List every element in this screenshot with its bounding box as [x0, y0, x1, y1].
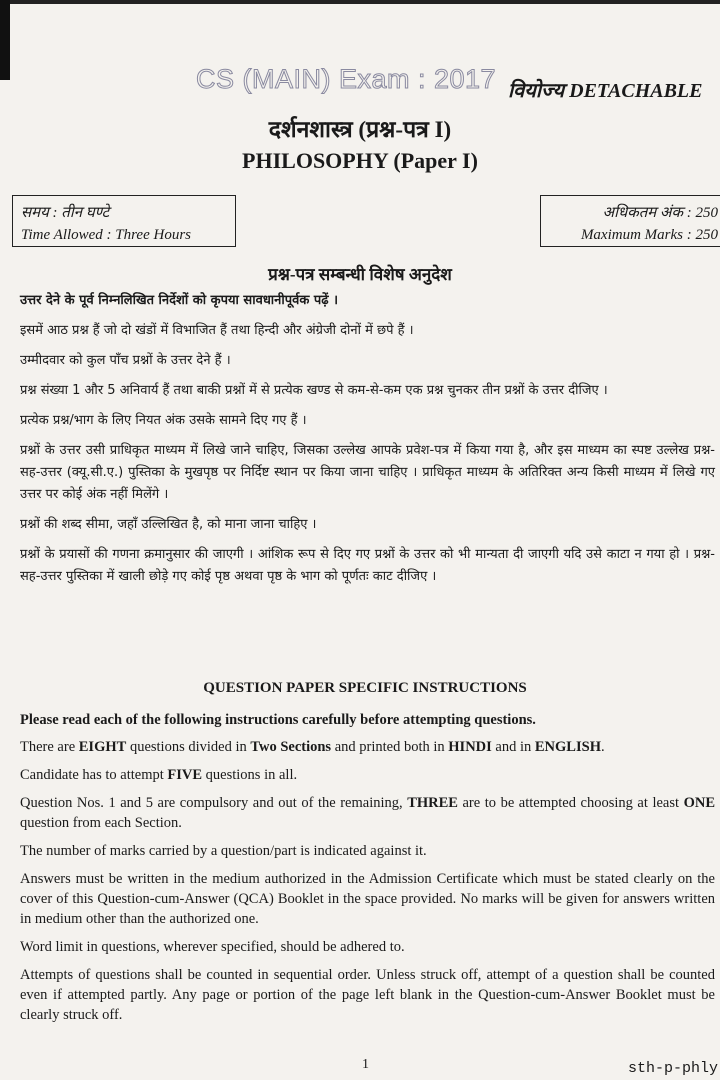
- maximum-marks-english: Maximum Marks : 250: [580, 227, 718, 243]
- english-instruction-item: Word limit in questions, wherever specified, should be adhered to.: [20, 939, 405, 955]
- paper-code: sth-p-phly: [628, 1060, 719, 1077]
- hindi-instruction-item: प्रश्न संख्या 1 और 5 अनिवार्य हैं तथा बाकी प्रश्नों में से प्रत्येक खण्ड से कम-से-कम एक प्रश्न चुनकर तीन प्रश्नों के उत्तर दीजिए ।: [20, 383, 608, 398]
- english-instructions-heading: QUESTION PAPER SPECIFIC INSTRUCTIONS: [203, 680, 527, 696]
- time-allowed-hindi: समय : तीन घण्टे: [21, 205, 110, 221]
- page-top-edge: [0, 0, 720, 4]
- time-allowed-english: Time Allowed : Three Hours: [21, 227, 192, 243]
- english-instruction-item: There are EIGHT questions divided in Two Sections and printed both in HINDI and in ENGLISH.: [20, 739, 605, 755]
- hindi-instruction-lead: उत्तर देने के पूर्व निम्नलिखित निर्देशों को कृपया सावधानीपूर्वक पढ़ें ।: [20, 293, 339, 308]
- maximum-marks-box: [540, 195, 720, 247]
- english-instruction-item: Candidate has to attempt FIVE questions in all.: [20, 767, 298, 783]
- page-number: 1: [362, 1057, 369, 1072]
- english-instruction-item: Question Nos. 1 and 5 are compulsory and out of the remaining, THREE are to be attempted choosing at least ONE question from each Section.: [20, 795, 715, 831]
- time-allowed-box: [12, 195, 236, 247]
- hindi-instruction-item: प्रश्नों के उत्तर उसी प्राधिकृत माध्यम में लिखे जाने चाहिए, जिसका उल्लेख आपके प्रवेश-पत्र में किया गया है, और इस माध्यम का स्पष्ट उल्लेख प्रश्न-सह-उत्तर (क्यू.सी.ए.) पुस्तिका के मुखपृष्ठ पर निर्दिष्ट स्थान पर किया जाना चाहिए । प्राधिकृत माध्यम के अतिरिक्त अन्य किसी माध्यम में लिखे गए उत्तर पर कोई अंक नहीं मिलेंगे ।: [20, 443, 715, 502]
- english-instruction-item: Attempts of questions shall be counted in sequential order. Unless struck off, attempt of a question shall be counted even if attempted partly. Any page or portion of the page left blank in the Question-cum-Answer Booklet must be clearly struck off.: [20, 967, 715, 1023]
- hindi-instruction-item: प्रत्येक प्रश्न/भाग के लिए नियत अंक उसके सामने दिए गए हैं ।: [20, 413, 307, 428]
- english-instruction-item: The number of marks carried by a question/part is indicated against it.: [20, 843, 427, 859]
- paper-title-hindi: दर्शनशास्त्र (प्रश्न-पत्र I): [268, 117, 452, 142]
- paper-title-english: PHILOSOPHY (Paper I): [242, 148, 478, 173]
- hindi-instructions: [20, 290, 715, 596]
- english-instructions: [20, 710, 715, 1033]
- hindi-instruction-item: प्रश्नों के प्रयासों की गणना क्रमानुसार की जाएगी । आंशिक रूप से दिए गए प्रश्नों के उत्तर को भी मान्यता दी जाएगी यदि उसे काटा न गया हो । प्रश्न-सह-उत्तर पुस्तिका में खाली छोड़े गए कोई पृष्ठ अथवा पृष्ठ के भाग को पूर्णतः काट दीजिए ।: [20, 547, 715, 584]
- english-instruction-item: Answers must be written in the medium authorized in the Admission Certificate which must be stated clearly on the cover of this Question-cum-Answer (QCA) Booklet in the space provided. No marks will be given for answers written in medium other than the authorized one.: [20, 871, 715, 927]
- detachable-label: वियोज्य DETACHABLE: [508, 80, 703, 102]
- english-instruction-lead: Please read each of the following instructions carefully before attempting questions.: [20, 712, 536, 728]
- maximum-marks-hindi: अधिकतम अंक : 250: [602, 205, 718, 221]
- hindi-instruction-item: उम्मीदवार को कुल पाँच प्रश्नों के उत्तर देने हैं ।: [20, 353, 231, 368]
- scan-shadow-mark: [0, 0, 10, 80]
- hindi-instructions-heading: प्रश्न-पत्र सम्बन्धी विशेष अनुदेश: [268, 265, 452, 284]
- hindi-instruction-item: प्रश्नों की शब्द सीमा, जहाँ उल्लिखित है, को माना जाना चाहिए ।: [20, 517, 317, 532]
- exam-stamp: CS (MAIN) Exam : 2017: [196, 64, 497, 94]
- hindi-instruction-item: इसमें आठ प्रश्न हैं जो दो खंडों में विभाजित हैं तथा हिन्दी और अंग्रेजी दोनों में छपे हैं ।: [20, 323, 414, 338]
